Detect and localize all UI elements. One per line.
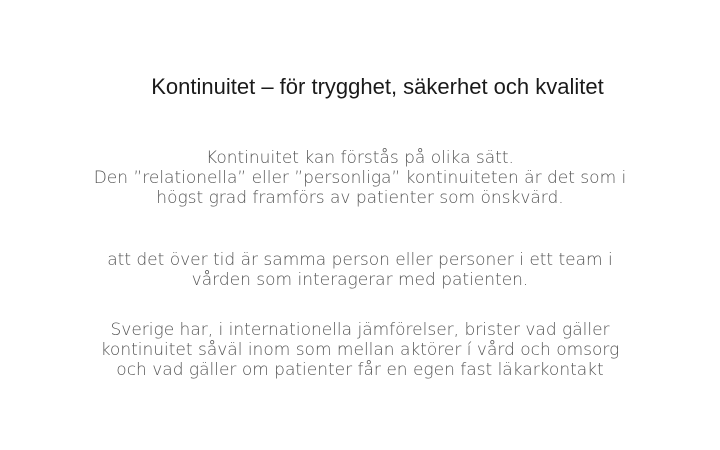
slide-title: Kontinuitet – för trygghet, säkerhet och kvalitet (151, 74, 604, 99)
paragraph-sweden-shortcomings (30, 320, 690, 380)
paragraph-line: vården som interagerar med patienten. (191, 270, 529, 290)
paragraph-same-person (30, 250, 690, 290)
paragraph-line: Sverige har, i internationella jämförelser, brister vad gäller (110, 320, 610, 340)
paragraph-line: och vad gäller om patienter får en egen fast läkarkontakt (116, 360, 604, 380)
paragraph-continuity-definition (30, 148, 690, 208)
paragraph-line: att det över tid är samma person eller personer i ett team i (107, 250, 613, 270)
paragraph-line: Kontinuitet kan förstås på olika sätt. (206, 148, 514, 168)
paragraph-line: Den ”relationella” eller ”personliga” kontinuiteten är det som i (93, 168, 627, 188)
paragraph-line: kontinuitet såväl inom som mellan aktörer í vård och omsorg (100, 340, 620, 360)
paragraph-line: högst grad framförs av patienter som önskvärd. (156, 188, 564, 208)
